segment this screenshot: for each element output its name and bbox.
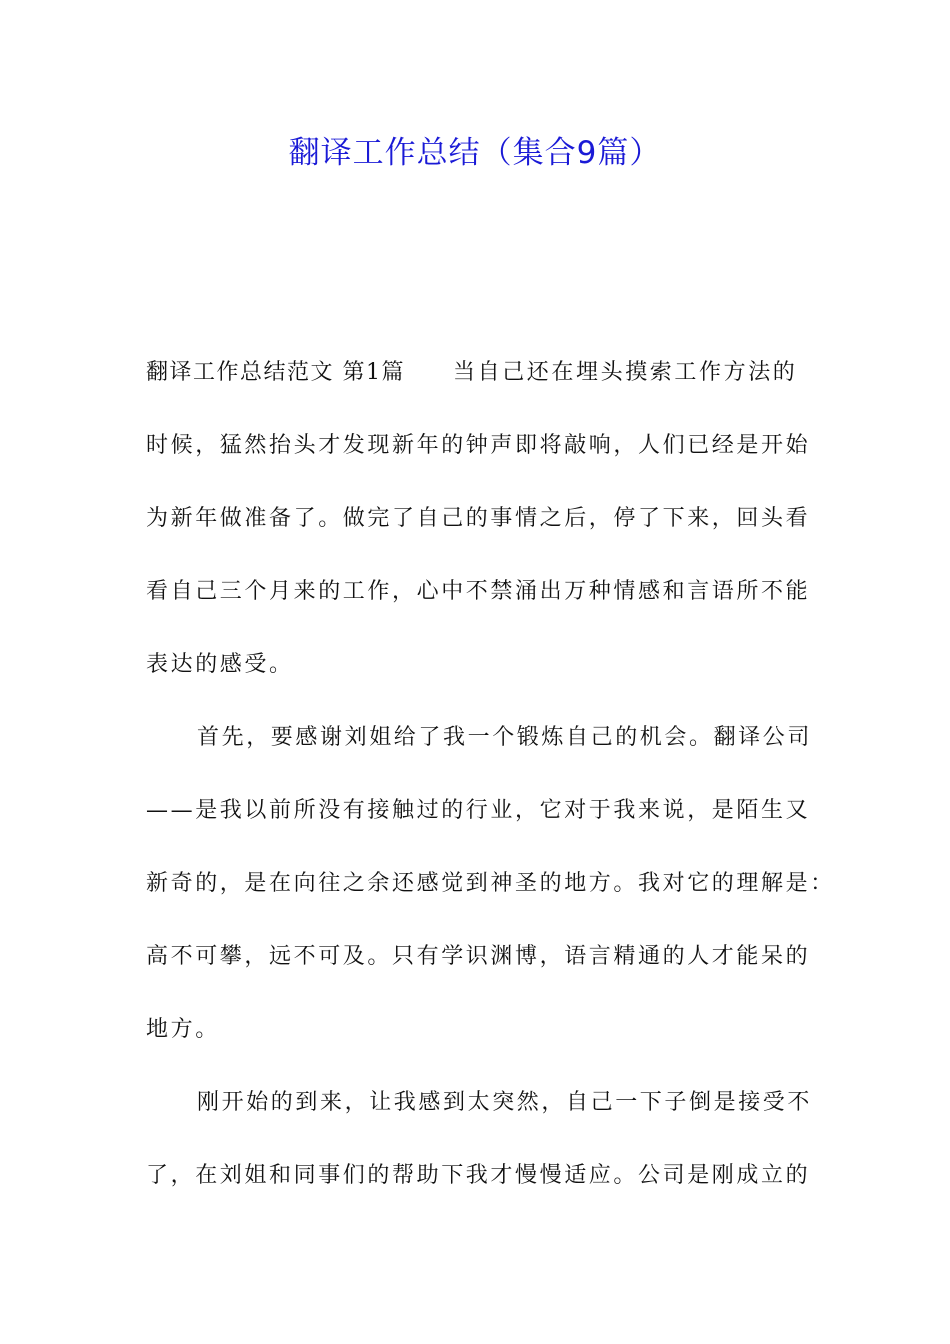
paragraph-line: 刚开始的到来，让我感到太突然，自己一下子倒是接受不 xyxy=(197,1090,813,1115)
paragraph-line xyxy=(146,336,806,409)
paragraph-line-text: 当自己还在埋头摸索工作方法的 xyxy=(453,360,798,385)
document-title: 翻译工作总结（集合9篇） xyxy=(288,135,662,171)
paragraph-line: 高不可攀，远不可及。只有学识渊博，语言精通的人才能呆的 xyxy=(146,944,811,969)
paragraph-line: 了，在刘姐和同事们的帮助下我才慢慢适应。公司是刚成立的 xyxy=(146,1163,811,1188)
paragraph-line: 看自己三个月来的工作，心中不禁涌出万种情感和言语所不能 xyxy=(146,579,811,604)
paragraph-line: 地方。 xyxy=(146,1017,220,1042)
paragraph-line: 表达的感受。 xyxy=(146,652,294,677)
section-heading: 翻译工作总结范文 第1篇 xyxy=(146,360,405,385)
paragraph-line: 新奇的，是在向往之余还感觉到神圣的地方。我对它的理解是： xyxy=(146,871,835,896)
paragraph-line: 为新年做准备了。做完了自己的事情之后，停了下来，回头看 xyxy=(146,506,811,531)
paragraph-line: 时候，猛然抬头才发现新年的钟声即将敲响，人们已经是开始 xyxy=(146,433,811,458)
paragraph-line: ——是我以前所没有接触过的行业，它对于我来说，是陌生又 xyxy=(146,798,811,823)
paragraph-line: 首先，要感谢刘姐给了我一个锻炼自己的机会。翻译公司 xyxy=(197,725,813,750)
document-body xyxy=(146,336,835,1212)
